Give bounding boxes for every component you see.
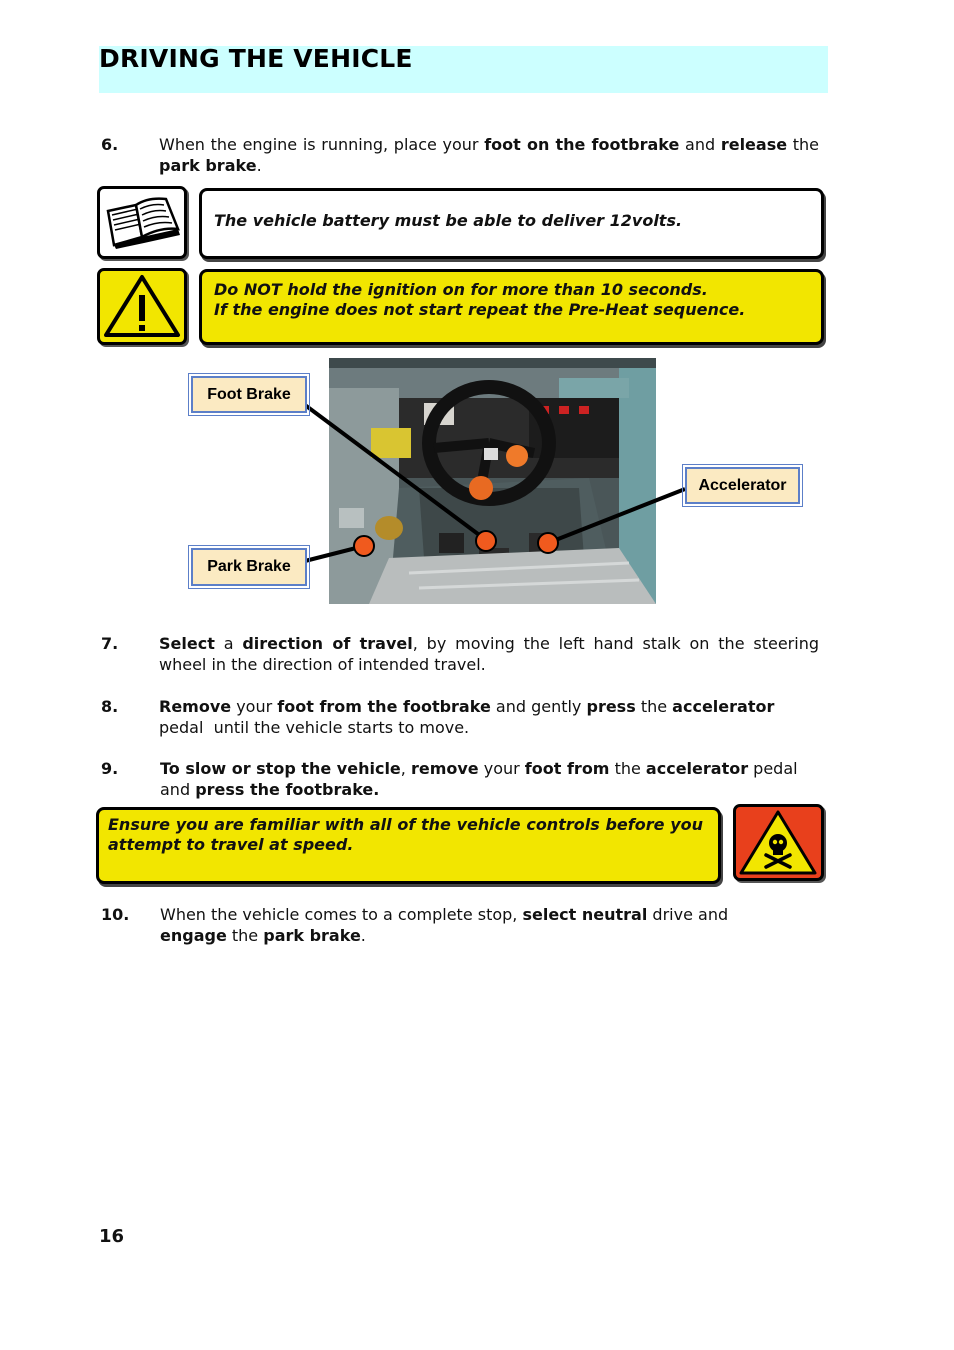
step-8-number: 8. [101, 697, 119, 716]
caution-line-1: Do NOT hold the ignition on for more than 10 seconds. [214, 280, 708, 299]
accelerator-label: Accelerator [685, 467, 800, 504]
foot-brake-marker [476, 531, 496, 551]
step-6-text: When the engine is running, place your foot on the footbrake and release the park brake. [159, 135, 820, 175]
foot-brake-label: Foot Brake [191, 376, 307, 413]
accelerator-marker [538, 533, 558, 553]
caution-line-2: If the engine does not start repeat the Pre-Heat sequence. [214, 300, 746, 319]
step-8-text: Remove your foot from the footbrake and gently press the accelerator pedal until the vehicle starts to move. [159, 697, 780, 737]
step-9-text: To slow or stop the vehicle, remove your foot from the accelerator pedal and press the footbrake. [160, 759, 798, 799]
page-title: DRIVING THE VEHICLE [99, 44, 413, 73]
park-brake-marker [354, 536, 374, 556]
park-brake-label: Park Brake [191, 548, 307, 586]
skull-icon-box [733, 804, 824, 881]
step-10-number: 10. [101, 905, 130, 924]
info-note-text: The vehicle battery must be able to deliver 12volts. [214, 211, 683, 230]
accelerator-leader [548, 489, 685, 543]
skull-crossbones-icon [736, 807, 821, 878]
page-number: 16 [99, 1226, 125, 1247]
step-7-text: Select a direction of travel, by moving the left hand stalk on the steering wheel in the direction of intended travel. [159, 634, 820, 674]
step-7-number: 7. [101, 634, 119, 653]
foot-brake-leader [305, 405, 486, 540]
step-6-number: 6. [101, 135, 119, 154]
step-9-number: 9. [101, 759, 119, 778]
step-10-text: When the vehicle comes to a complete stop, select neutral drive and engage the park brake. [160, 905, 729, 945]
danger-note-text: Ensure you are familiar with all of the vehicle controls before you attempt to travel at speed. [108, 815, 703, 854]
